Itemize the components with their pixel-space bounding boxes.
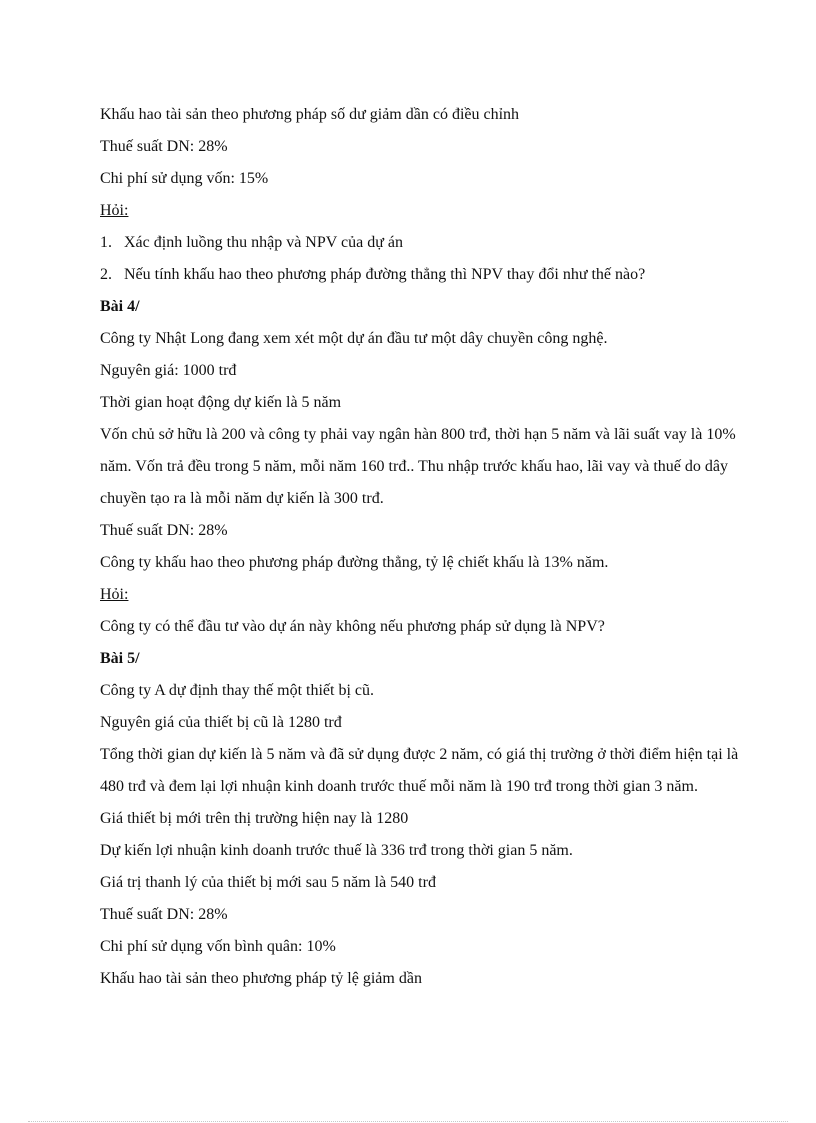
list-number: 2.	[100, 266, 112, 283]
exercise-5-cost-of-capital: Chi phí sử dụng vốn bình quân: 10%	[100, 938, 336, 955]
document-body	[100, 99, 740, 995]
exercise-4-intro: Công ty Nhật Long đang xem xét một dự án đầu tư một dây chuyền công nghệ.	[100, 330, 608, 347]
exercise-5-old-equipment-paragraph: Tổng thời gian dự kiến là 5 năm và đã sử dụng được 2 năm, có giá thị trường ở thời điểm hiện tại là 480 trđ và đem lại lợi nhuận kinh doanh trước thuế mỗi năm là 190 trđ trong thời gian 3 năm.	[100, 746, 739, 795]
page-bottom-rule	[28, 1121, 788, 1122]
exercise-5-salvage-value: Giá trị thanh lý của thiết bị mới sau 5 năm là 540 trđ	[100, 874, 436, 891]
exercise-5-depreciation: Khấu hao tài sản theo phương pháp tỷ lệ giảm dần	[100, 970, 422, 987]
exercise-5-heading: Bài 5/	[100, 650, 140, 667]
exercise-4-question-heading: Hỏi:	[100, 586, 129, 603]
exercise-4-duration: Thời gian hoạt động dự kiến là 5 năm	[100, 394, 342, 411]
cost-of-capital-line: Chi phí sử dụng vốn: 15%	[100, 170, 269, 187]
exercise-4-financing-paragraph: Vốn chủ sở hữu là 200 và công ty phải vay ngân hàn 800 trđ, thời hạn 5 năm và lãi suất vay là 10% năm. Vốn trả đều trong 5 năm, mỗi năm 160 trđ.. Thu nhập trước khấu hao, lãi vay và thuế do dây chuyền tạo ra là mỗi năm dự kiến là 300 trđ.	[100, 426, 736, 507]
question-heading: Hỏi:	[100, 202, 129, 219]
question-text: Nếu tính khấu hao theo phương pháp đường thẳng thì NPV thay đổi như thế nào?	[124, 266, 646, 283]
exercise-4-depreciation: Công ty khấu hao theo phương pháp đường thẳng, tỷ lệ chiết khấu là 13% năm.	[100, 554, 609, 571]
question-text: Xác định luồng thu nhập và NPV của dự án	[124, 234, 403, 251]
exercise-5-intro: Công ty A dự định thay thế một thiết bị cũ.	[100, 682, 374, 699]
exercise-5-old-cost: Nguyên giá của thiết bị cũ là 1280 trđ	[100, 714, 342, 731]
exercise-4-heading: Bài 4/	[100, 298, 140, 315]
depreciation-method-line: Khấu hao tài sản theo phương pháp số dư giảm dần có điều chỉnh	[100, 106, 520, 123]
exercise-4-cost: Nguyên giá: 1000 trđ	[100, 362, 237, 379]
tax-rate-line: Thuế suất DN: 28%	[100, 138, 228, 155]
exercise-5-new-price: Giá thiết bị mới trên thị trường hiện nay là 1280	[100, 810, 409, 827]
list-number: 1.	[100, 234, 112, 251]
exercise-4-tax-rate: Thuế suất DN: 28%	[100, 522, 228, 539]
question-item-1	[100, 227, 740, 259]
exercise-4-question: Công ty có thể đầu tư vào dự án này không nếu phương pháp sử dụng là NPV?	[100, 618, 605, 635]
exercise-5-tax-rate: Thuế suất DN: 28%	[100, 906, 228, 923]
exercise-5-new-profit: Dự kiến lợi nhuận kinh doanh trước thuế là 336 trđ trong thời gian 5 năm.	[100, 842, 573, 859]
question-item-2	[100, 259, 740, 291]
